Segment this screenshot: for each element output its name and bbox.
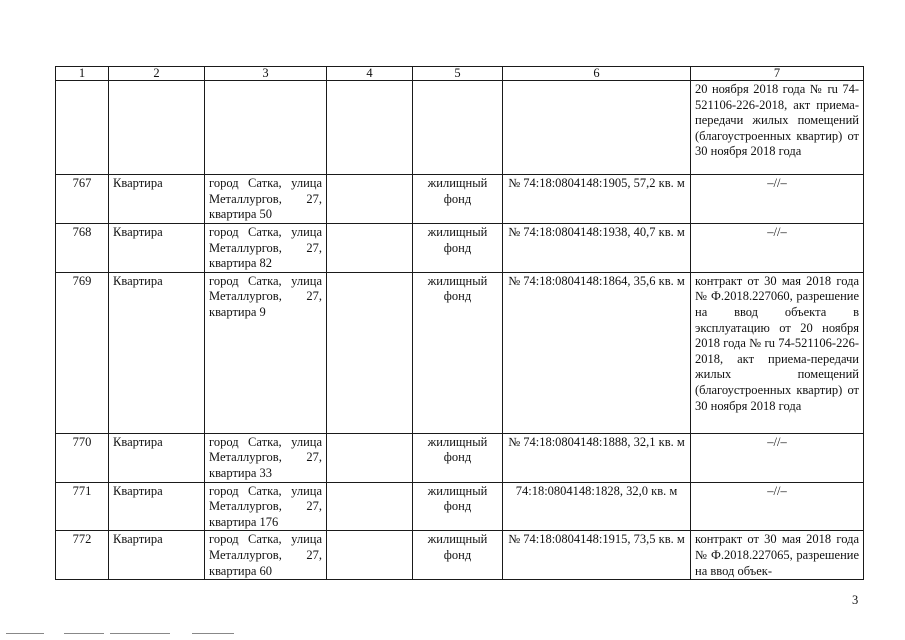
- basis-document: –//–: [691, 175, 864, 224]
- fund-type: жилищный фонд: [413, 175, 503, 224]
- fund-type: жилищный фонд: [413, 433, 503, 482]
- cell-empty: [327, 175, 413, 224]
- table-row: [56, 482, 864, 531]
- column-number-1: 1: [56, 67, 109, 81]
- property-register-table: [55, 66, 864, 580]
- row-number: 770: [56, 433, 109, 482]
- cell-empty: [503, 81, 691, 175]
- fund-type: жилищный фонд: [413, 531, 503, 580]
- column-number-4: 4: [327, 67, 413, 81]
- table-row: [56, 433, 864, 482]
- cadastral-number: № 74:18:0804148:1864, 35,6 кв. м: [503, 272, 691, 433]
- basis-document: контракт от 30 мая 2018 года № Ф.2018.227060, разрешение на ввод объекта в эксплуатацию от 20 ноября 2018 года № ru 74-521106-226-2018, акт приема-передачи жилых помещений (благоустроенных квартир) от 30 ноября 2018 года: [691, 272, 864, 433]
- cadastral-number: 74:18:0804148:1828, 32,0 кв. м: [503, 482, 691, 531]
- table-row: [56, 531, 864, 580]
- object-address: город Сатка, улица Металлургов, 27, квартира 33: [205, 433, 327, 482]
- cell-empty: [327, 482, 413, 531]
- object-type: Квартира: [109, 531, 205, 580]
- column-number-3: 3: [205, 67, 327, 81]
- column-number-7: 7: [691, 67, 864, 81]
- row-number: 768: [56, 224, 109, 273]
- cell-empty: [327, 531, 413, 580]
- basis-document: –//–: [691, 224, 864, 273]
- object-type: Квартира: [109, 433, 205, 482]
- column-number-2: 2: [109, 67, 205, 81]
- cell-empty: [327, 81, 413, 175]
- table-row: [56, 224, 864, 273]
- basis-document: контракт от 30 мая 2018 года № Ф.2018.227065, разрешение на ввод объек-: [691, 531, 864, 580]
- scan-artifact-line: [64, 633, 104, 634]
- row-number: 771: [56, 482, 109, 531]
- page-number: 3: [852, 593, 859, 607]
- object-address: город Сатка, улица Металлургов, 27, квартира 82: [205, 224, 327, 273]
- cell-empty: [205, 81, 327, 175]
- table-row: [56, 272, 864, 433]
- object-address: город Сатка, улица Металлургов, 27, квартира 50: [205, 175, 327, 224]
- cadastral-number: № 74:18:0804148:1905, 57,2 кв. м: [503, 175, 691, 224]
- row-number: 767: [56, 175, 109, 224]
- scan-artifact-line: [192, 633, 234, 634]
- cadastral-number: № 74:18:0804148:1888, 32,1 кв. м: [503, 433, 691, 482]
- cadastral-number: № 74:18:0804148:1938, 40,7 кв. м: [503, 224, 691, 273]
- table-row: [56, 175, 864, 224]
- object-type: Квартира: [109, 482, 205, 531]
- fund-type: жилищный фонд: [413, 272, 503, 433]
- object-type: Квартира: [109, 272, 205, 433]
- cell-empty: [327, 433, 413, 482]
- column-number-6: 6: [503, 67, 691, 81]
- cell-empty: [327, 272, 413, 433]
- basis-document: –//–: [691, 433, 864, 482]
- object-address: город Сатка, улица Металлургов, 27, квартира 9: [205, 272, 327, 433]
- object-address: город Сатка, улица Металлургов, 27, квартира 176: [205, 482, 327, 531]
- object-type: Квартира: [109, 175, 205, 224]
- row-number: 769: [56, 272, 109, 433]
- cell-empty: [56, 81, 109, 175]
- fund-type: жилищный фонд: [413, 224, 503, 273]
- row-number: 772: [56, 531, 109, 580]
- cell-empty: [413, 81, 503, 175]
- column-number-5: 5: [413, 67, 503, 81]
- object-type: Квартира: [109, 224, 205, 273]
- cadastral-number: № 74:18:0804148:1915, 73,5 кв. м: [503, 531, 691, 580]
- object-address: город Сатка, улица Металлургов, 27, квартира 60: [205, 531, 327, 580]
- continuation-basis-text: 20 ноября 2018 года № ru 74-521106-226-2018, акт приема-передачи жилых помещений (благоустроенных квартир) от 30 ноября 2018 года: [691, 81, 864, 175]
- cell-empty: [327, 224, 413, 273]
- scan-artifact-line: [6, 633, 44, 634]
- scan-artifact-line: [110, 633, 170, 634]
- continuation-row: [56, 81, 864, 175]
- column-number-header-row: [56, 67, 864, 81]
- cell-empty: [109, 81, 205, 175]
- fund-type: жилищный фонд: [413, 482, 503, 531]
- basis-document: –//–: [691, 482, 864, 531]
